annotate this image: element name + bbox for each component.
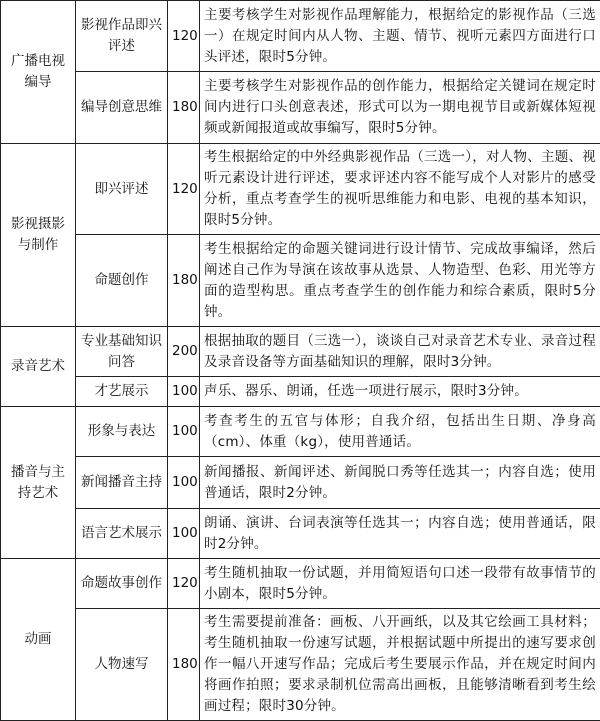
exam-item-score: 100 <box>168 407 200 457</box>
exam-item-content: 主要考核学生对影视作品的创作能力，根据给定关键词在规定时间内进行口头创意表述，形式可以为一期电视节目或新媒体短视频或新闻报道或故事编写，限时5分钟。 <box>200 72 600 144</box>
exam-item-content: 根据抽取的题目（三选一），谈谈自己对录音艺术专业、录音过程及录音设备等方面基础知识的理解，限时3分钟。 <box>200 327 600 377</box>
exam-item-content: 主要考核学生对影视作品理解能力，根据给定的影视作品（三选一）在规定时间内从人物、主题、情节、视听元素四方面进行口头评述，限时5分钟。 <box>200 1 600 72</box>
major-name: 影视摄影与制作 <box>1 144 76 327</box>
exam-item-content: 考生根据给定的中外经典影视作品（三选一），对人物、主题、视听元素设计进行评述，要求评述内容不能写成个人对影片的感受分析，重点考查学生的视听思维能力和电影、电视的基本知识，限时5分钟。 <box>200 144 600 235</box>
exam-item-name: 人物速写 <box>76 609 168 721</box>
exam-item-score: 180 <box>168 235 200 327</box>
exam-item-content: 声乐、器乐、朗诵，任选一项进行展示，限时3分钟。 <box>200 377 600 407</box>
exam-item-name: 影视作品即兴评述 <box>76 1 168 72</box>
exam-item-name: 命题故事创作 <box>76 559 168 609</box>
table-row <box>1 559 600 609</box>
exam-item-score: 100 <box>168 457 200 509</box>
exam-item-content: 考生根据给定的命题关键词进行设计情节、完成故事编译，然后阐述自己作为导演在该故事从选景、人物造型、色彩、用光等方面的造型构思。重点考查学生的创作能力和综合素质，限时5分钟。 <box>200 235 600 327</box>
table-row <box>1 509 600 559</box>
exam-item-score: 120 <box>168 144 200 235</box>
table-row <box>1 407 600 457</box>
exam-item-content: 考生随机抽取一份试题，并用简短语句口述一段带有故事情节的小剧本，限时5分钟。 <box>200 559 600 609</box>
exam-item-score: 100 <box>168 509 200 559</box>
table-row <box>1 377 600 407</box>
exam-item-name: 即兴评述 <box>76 144 168 235</box>
exam-item-content: 朗诵、演讲、台词表演等任选其一；内容自选；使用普通话，限时2分钟。 <box>200 509 600 559</box>
table-row <box>1 457 600 509</box>
table-row <box>1 1 600 72</box>
exam-item-name: 语言艺术展示 <box>76 509 168 559</box>
exam-item-score: 120 <box>168 559 200 609</box>
exam-item-name: 专业基础知识问答 <box>76 327 168 377</box>
exam-item-content: 考生需要提前准备：画板、八开画纸，以及其它绘画工具材料；考生随机抽取一份速写试题，并根据试题中所提出的速写要求创作一幅八开速写作品；完成后考生要展示作品，并在规定时间内将画作拍照；要求录制机位需高出画板，且能够清晰看到考生绘画过程；限时30分钟。 <box>200 609 600 721</box>
exam-item-score: 180 <box>168 609 200 721</box>
exam-item-name: 命题创作 <box>76 235 168 327</box>
exam-item-score: 180 <box>168 72 200 144</box>
exam-item-score: 200 <box>168 327 200 377</box>
table-row <box>1 144 600 235</box>
exam-item-name: 编导创意思维 <box>76 72 168 144</box>
exam-item-content: 考查考生的五官与体形；自我介绍，包括出生日期、净身高（cm）、体重（kg），使用普通话。 <box>200 407 600 457</box>
table-row <box>1 609 600 721</box>
table-row <box>1 72 600 144</box>
exam-item-name: 才艺展示 <box>76 377 168 407</box>
exam-item-score: 100 <box>168 377 200 407</box>
table-row <box>1 235 600 327</box>
major-name: 播音与主持艺术 <box>1 407 76 559</box>
major-name: 动画 <box>1 559 76 721</box>
exam-item-content: 新闻播报、新闻评述、新闻脱口秀等任选其一；内容自选；使用普通话，限时2分钟。 <box>200 457 600 509</box>
major-name: 录音艺术 <box>1 327 76 407</box>
table-row <box>1 327 600 377</box>
exam-item-name: 新闻播音主持 <box>76 457 168 509</box>
major-name: 广播电视编导 <box>1 1 76 144</box>
exam-item-score: 120 <box>168 1 200 72</box>
exam-item-name: 形象与表达 <box>76 407 168 457</box>
